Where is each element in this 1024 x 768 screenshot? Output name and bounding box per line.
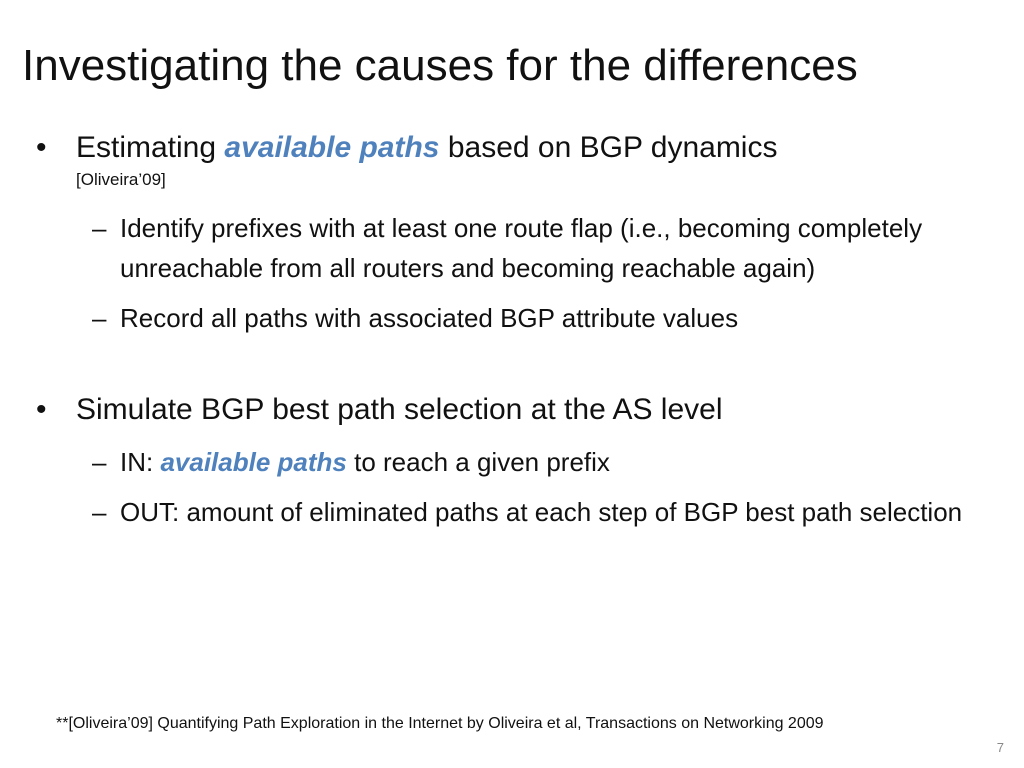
dash-marker: – <box>92 497 107 527</box>
bullet-text: Simulate BGP best path selection at the AS level <box>76 393 723 426</box>
bullet-marker: • <box>36 131 47 164</box>
subbullet-record-paths <box>0 298 1024 338</box>
subbullet-text: Record all paths with associated BGP attribute values <box>120 303 739 333</box>
inline-reference: [Oliveira’09] <box>76 170 166 189</box>
subbullet-prefix: IN: <box>120 447 161 477</box>
bullet-text-cont: based on BGP dynamics <box>439 131 778 164</box>
subbullet-suffix: to reach a given prefix <box>346 447 610 477</box>
highlight-available-paths: available paths <box>224 131 440 164</box>
subbullet-text: Identify prefixes with at least one route flap (i.e., becoming completely unreachable from all routers and becoming reachable again) <box>120 213 923 283</box>
bullet-marker: • <box>36 393 47 426</box>
dash-marker: – <box>92 303 107 333</box>
slide-number: 7 <box>996 740 1004 755</box>
subbullet-in <box>0 442 1024 482</box>
subbullet-text: OUT: amount of eliminated paths at each step of BGP best path selection <box>120 497 963 527</box>
highlight-available-paths: available paths <box>160 447 347 477</box>
dash-marker: – <box>92 213 107 243</box>
bullet-text: Estimating <box>76 131 225 164</box>
dash-marker: – <box>92 447 107 477</box>
subbullet-identify-prefixes <box>0 208 1024 288</box>
bullet-simulate <box>0 390 1024 430</box>
subbullet-out <box>0 492 1024 532</box>
footnote: **[Oliveira’09] Quantifying Path Exploration in the Internet by Oliveira et al, Transactions on Networking 2009 <box>56 715 824 732</box>
slide-title: Investigating the causes for the differences <box>22 41 858 90</box>
slide-body <box>0 128 1024 532</box>
bullet-estimating <box>0 128 1024 194</box>
